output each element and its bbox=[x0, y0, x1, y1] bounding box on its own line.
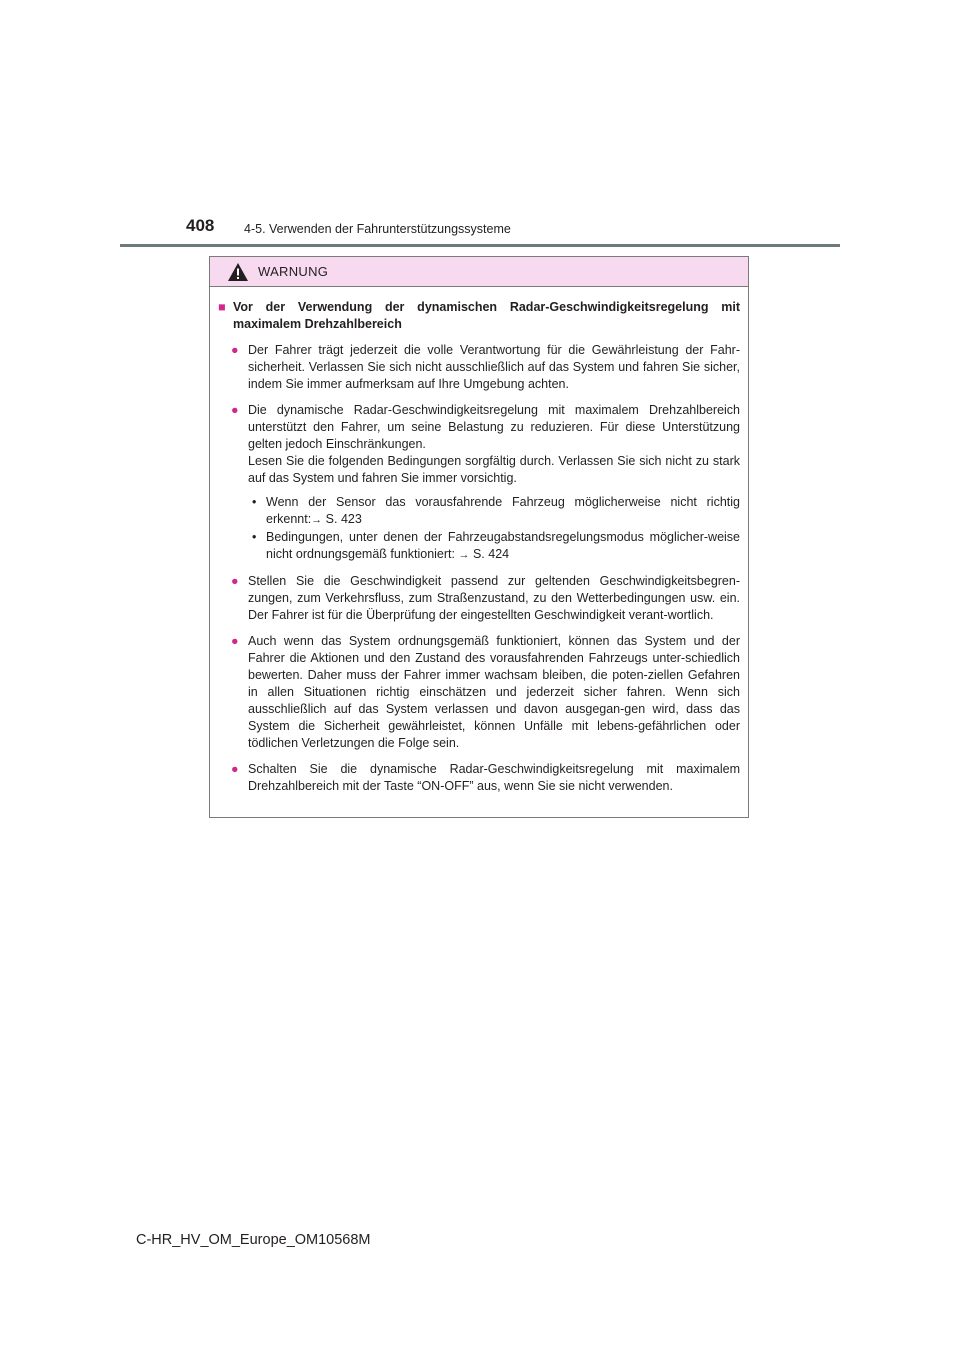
warning-box bbox=[209, 256, 749, 818]
sub-list-item bbox=[248, 494, 740, 529]
paragraph-text-continued: Lesen Sie die folgenden Bedingungen sorgfältig durch. Verlassen Sie sich nicht zu stark auf das System und fahren Sie immer vorsichtig. bbox=[248, 454, 740, 485]
page-number: 408 bbox=[186, 216, 215, 235]
warning-paragraph bbox=[231, 342, 740, 393]
page-reference-link[interactable]: S. 423 bbox=[325, 512, 362, 526]
arrow-right-icon: → bbox=[458, 549, 470, 561]
paragraph-text: Der Fahrer trägt jederzeit die volle Verantwortung für die Gewährleistung der Fahr-sicherheit. Verlassen Sie sich nicht ausschließlich auf das System und fahren Sie sicher, indem Sie immer aufmerksam auf Ihre Umgebung achten. bbox=[248, 343, 740, 391]
circle-bullet-icon: ● bbox=[231, 762, 239, 776]
warning-header bbox=[210, 257, 748, 287]
warning-paragraph bbox=[231, 402, 740, 564]
sub-item-text: Wenn der Sensor das vorausfahrende Fahrzeug möglicherweise nicht richtig erkennt: bbox=[266, 495, 740, 526]
warning-triangle-icon bbox=[227, 262, 249, 282]
document-code: C-HR_HV_OM_Europe_OM10568M bbox=[136, 1232, 371, 1248]
warning-paragraph bbox=[231, 633, 740, 752]
sub-item-text: Bedingungen, unter denen der Fahrzeugabstandsregelungsmodus möglicher-weise nicht ordnungsgemäß funktioniert: bbox=[266, 530, 740, 561]
topic-heading bbox=[218, 299, 740, 333]
page-reference-link[interactable]: S. 424 bbox=[472, 547, 510, 561]
topic-text: Vor der Verwendung der dynamischen Radar-Geschwindigkeitsregelung mit maximalem Drehzahlbereich bbox=[233, 300, 740, 331]
circle-bullet-icon: ● bbox=[231, 343, 239, 357]
paragraph-text: Stellen Sie die Geschwindigkeit passend zur geltenden Geschwindigkeitsbegren-zungen, zum Verkehrsfluss, zum Straßenzustand, zu den Wetterbedingungen usw. ein. Der Fahrer ist für die Überprüfung der eingestellten Geschwindigkeit verant-wortlich. bbox=[248, 574, 740, 622]
warning-body bbox=[210, 287, 748, 795]
circle-bullet-icon: ● bbox=[231, 574, 239, 588]
paragraph-text: Auch wenn das System ordnungsgemäß funktioniert, können das System und der Fahrer die Aktionen und den Zustand des vorausfahrenden Fahrzeugs unter-schiedlich bewerten. Daher muss der Fahrer immer wachsam bleiben, die poten-ziellen Gefahren in allen Situationen richtig einschätzen und jederzeit sicher fahren. Wenn sich ausschließlich auf das System verlassen und davon ausgegan-gen wird, dass das System die Sicherheit gewährleistet, können Unfälle mit lebens-gefährlichen oder tödlichen Verletzungen die Folge sein. bbox=[248, 634, 740, 750]
paragraph-text: Die dynamische Radar-Geschwindigkeitsregelung mit maximalem Drehzahlbereich unterstützt den Fahrer, um seine Belastung zu reduzieren. Für diese Unterstützung gelten jedoch Einschränkungen. bbox=[248, 403, 740, 451]
square-bullet-icon: ■ bbox=[218, 300, 226, 314]
circle-bullet-icon: ● bbox=[231, 403, 239, 417]
section-title: 4-5. Verwenden der Fahrunterstützungssysteme bbox=[244, 222, 511, 236]
header-divider bbox=[120, 244, 840, 247]
sub-list bbox=[248, 494, 740, 564]
paragraph-text: Schalten Sie die dynamische Radar-Geschwindigkeitsregelung mit maximalem Drehzahlbereich mit der Taste “ON-OFF” aus, wenn Sie sie nicht verwenden. bbox=[248, 762, 740, 793]
arrow-right-icon: → bbox=[311, 514, 323, 526]
warning-paragraph bbox=[231, 573, 740, 624]
dot-bullet-icon: • bbox=[252, 530, 257, 544]
circle-bullet-icon: ● bbox=[231, 634, 239, 648]
warning-paragraph bbox=[231, 761, 740, 795]
sub-list-item bbox=[248, 529, 740, 564]
dot-bullet-icon: • bbox=[252, 495, 257, 509]
warning-title: WARNUNG bbox=[258, 264, 329, 279]
